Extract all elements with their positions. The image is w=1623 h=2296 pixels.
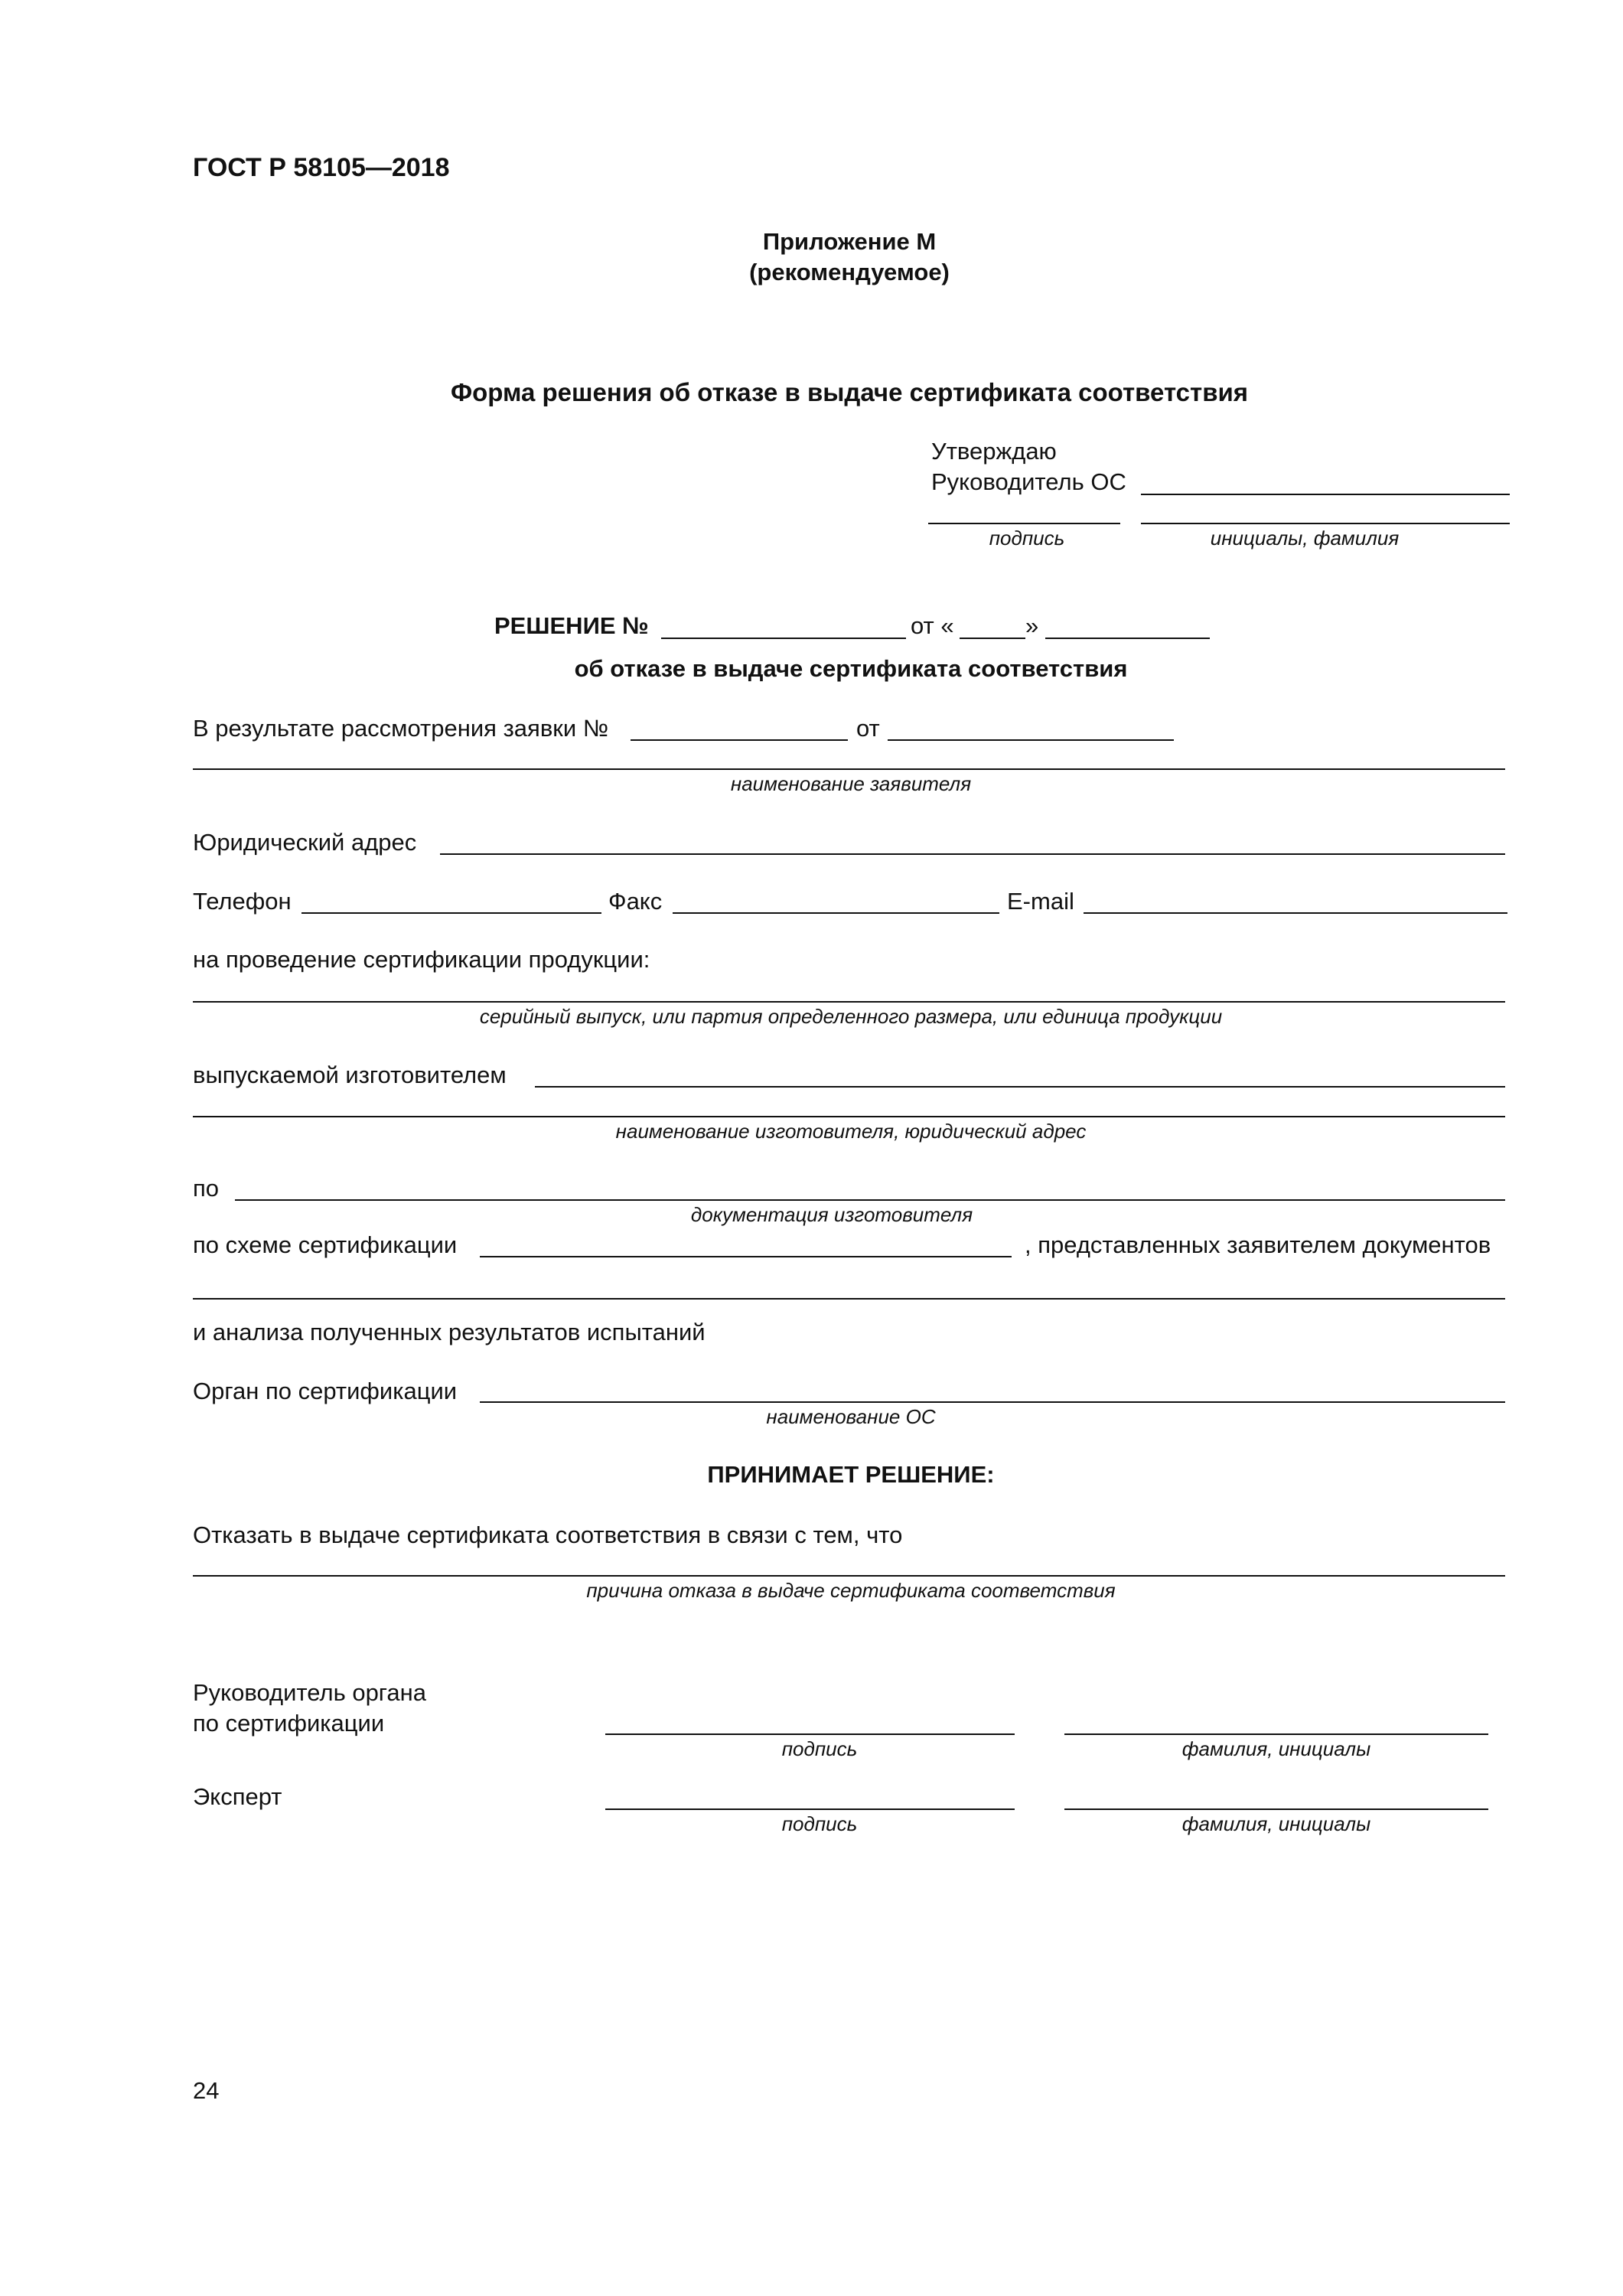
- page-number: 24: [193, 2077, 220, 2104]
- decision-subtitle: об отказе в выдаче сертификата соответствия: [574, 655, 1128, 682]
- legal-address-label: Юридический адрес: [193, 829, 417, 856]
- documentation-line[interactable]: [235, 1199, 1505, 1201]
- applicant-caption: наименование заявителя: [730, 772, 972, 795]
- certification-body-label: Орган по сертификации: [193, 1378, 458, 1404]
- documentation-caption: документация изготовителя: [690, 1203, 973, 1226]
- scheme-tail: , представленных заявителем документов: [1025, 1231, 1491, 1258]
- decision-from-label: от «: [911, 612, 954, 639]
- head-signature-caption: подпись: [781, 1737, 858, 1760]
- phone-line[interactable]: [301, 912, 601, 914]
- head-os-label: Руководитель ОС: [931, 468, 1126, 495]
- approval-name-caption: инициалы, фамилия: [1210, 527, 1400, 550]
- appendix-status: (рекомендуемое): [749, 259, 950, 285]
- email-label: E-mail: [1007, 888, 1074, 915]
- form-title: Форма решения об отказе в выдаче сертификата соответствия: [450, 378, 1249, 406]
- expert-label: Эксперт: [193, 1783, 282, 1810]
- certification-line[interactable]: [193, 1001, 1505, 1003]
- manufacturer-line-2[interactable]: [193, 1116, 1505, 1117]
- expert-signature-caption: подпись: [781, 1812, 858, 1835]
- refuse-text: Отказать в выдаче сертификата соответствия в связи с тем, что: [193, 1521, 903, 1548]
- approval-signature-line[interactable]: [928, 523, 1120, 524]
- head-name-line[interactable]: [1064, 1733, 1488, 1735]
- appendix-title: Приложение М: [762, 228, 937, 255]
- by-label: по: [193, 1175, 220, 1202]
- application-date-line[interactable]: [888, 739, 1174, 741]
- decision-quote-close: »: [1025, 612, 1039, 639]
- documents-line[interactable]: [193, 1298, 1505, 1300]
- head-name-caption: фамилия, инициалы: [1181, 1737, 1371, 1760]
- phone-label: Телефон: [193, 888, 292, 915]
- certification-caption: серийный выпуск, или партия определенного размера, или единица продукции: [479, 1005, 1223, 1028]
- approval-name-line[interactable]: [1141, 523, 1510, 524]
- head-signature-label-2: по сертификации: [193, 1710, 385, 1737]
- legal-address-line[interactable]: [440, 853, 1505, 855]
- decision-number-line[interactable]: [661, 638, 906, 639]
- applicant-line[interactable]: [193, 768, 1505, 770]
- review-from-label: от: [856, 715, 880, 742]
- decision-day-line[interactable]: [960, 638, 1025, 639]
- refuse-reason-caption: причина отказа в выдаче сертификата соответствия: [586, 1579, 1116, 1602]
- decides-heading: ПРИНИМАЕТ РЕШЕНИЕ:: [707, 1461, 995, 1488]
- manufacturer-label: выпускаемой изготовителем: [193, 1062, 507, 1088]
- email-line[interactable]: [1084, 912, 1507, 914]
- decision-number-label: РЕШЕНИЕ №: [494, 612, 649, 639]
- certification-body-line[interactable]: [480, 1401, 1505, 1403]
- decision-date-line[interactable]: [1045, 638, 1210, 639]
- scheme-label: по схеме сертификации: [193, 1231, 458, 1258]
- approve-label: Утверждаю: [931, 438, 1057, 465]
- manufacturer-caption: наименование изготовителя, юридический адрес: [615, 1120, 1087, 1143]
- expert-signature-line[interactable]: [605, 1808, 1015, 1810]
- application-number-line[interactable]: [631, 739, 848, 741]
- certification-body-caption: наименование ОС: [766, 1405, 936, 1428]
- expert-name-caption: фамилия, инициалы: [1181, 1812, 1371, 1835]
- expert-name-line[interactable]: [1064, 1808, 1488, 1810]
- head-signature-line[interactable]: [605, 1733, 1015, 1735]
- analysis-label: и анализа полученных результатов испытаний: [193, 1319, 706, 1345]
- review-label: В результате рассмотрения заявки №: [193, 715, 609, 742]
- standard-header: ГОСТ Р 58105—2018: [193, 153, 450, 182]
- refuse-reason-line[interactable]: [193, 1575, 1505, 1577]
- head-os-line[interactable]: [1141, 494, 1510, 495]
- fax-line[interactable]: [673, 912, 999, 914]
- fax-label: Факс: [608, 888, 663, 915]
- approval-signature-caption: подпись: [989, 527, 1065, 550]
- scheme-line[interactable]: [480, 1256, 1012, 1257]
- manufacturer-line-1[interactable]: [535, 1086, 1505, 1088]
- head-signature-label-1: Руководитель органа: [193, 1679, 427, 1706]
- certification-label: на проведение сертификации продукции:: [193, 946, 650, 973]
